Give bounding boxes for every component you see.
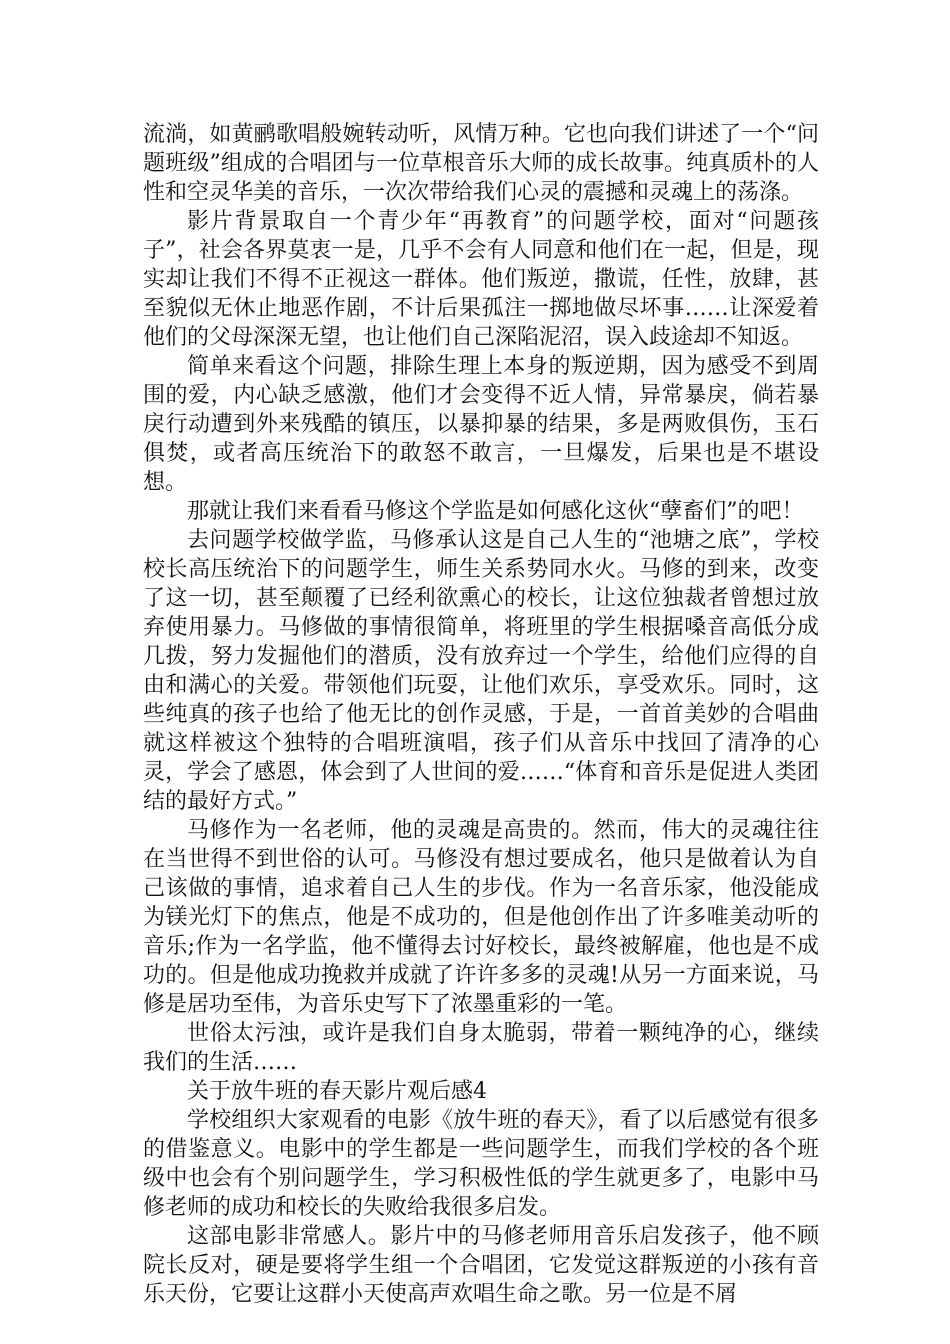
paragraph-analysis: 简单来看这个问题，排除生理上本身的叛逆期，因为感受不到周围的爱，内心缺乏感激，他们才会变得不近人情，异常暴戾，倘若暴戾行动遭到外来残酷的镇压，以暴抑暴的结果，多是两败俱伤，玉石俱焚，或者高压统治下的敢怒不敢言，一旦爆发，后果也是不堪设想。 <box>143 354 819 495</box>
paragraph-school-viewing: 学校组织大家观看的电影《放牛班的春天》，看了以后感觉有很多的借鉴意义。电影中的学生都是一些问题学生，而我们学校的各个班级中也会有个别问题学生，学习积极性低的学生就更多了，电影中马修老师的成功和校长的失败给我很多启发。 <box>143 1108 819 1220</box>
document-page <box>143 120 819 1309</box>
section-heading: 关于放牛班的春天影片观后感4 <box>187 1079 487 1104</box>
paragraph-mathieu-arrival: 去问题学校做学监，马修承认这是自己人生的“池塘之底”，学校校长高压统治下的问题学生，师生关系势同水火。马修的到来，改变了这一切，甚至颠覆了已经利欲熏心的校长，让这位独裁者曾想过放弃使用暴力。马修做的事情很简单，将班里的学生根据嗓音高低分成几拨，努力发掘他们的潜质，没有放弃过一个学生，给他们应得的自由和满心的关爱。带领他们玩耍，让他们欢乐，享受欢乐。同时，这些纯真的孩子也给了他无比的创作灵感，于是，一首首美妙的合唱曲就这样被这个独特的合唱班演唱，孩子们从音乐中找回了清净的心灵，学会了感恩，体会到了人世间的爱……“体育和音乐是促进人类团结的最好方式。” <box>143 528 819 814</box>
paragraph-transition: 那就让我们来看看马修这个学监是如何感化这伙“孽畜们”的吧！ <box>187 499 804 524</box>
paragraph-closing: 世俗太污浊，或许是我们自身太脆弱，带着一颗纯净的心，继续我们的生活…… <box>143 1021 819 1075</box>
paragraph-background: 影片背景取自一个青少年“再教育”的问题学校，面对“问题孩子”，社会各界莫衷一是，几乎不会有人同意和他们在一起，但是，现实却让我们不得不正视这一群体。他们叛逆，撒谎，任性，放肆，甚至貌似无休止地恶作剧，不计后果孤注一掷地做尽坏事……让深爱着他们的父母深深无望，也让他们自己深陷泥沼，误入歧途却不知返。 <box>143 209 819 350</box>
paragraph-mathieu-soul: 马修作为一名老师，他的灵魂是高贵的。然而，伟大的灵魂往往在当世得不到世俗的认可。马修没有想过要成名，他只是做着认为自己该做的事情，追求着自己人生的步伐。作为一名音乐家，他没能成为镁光灯下的焦点，他是不成功的，但是他创作出了许多唯美动听的音乐;作为一名学监，他不懂得去讨好校长，最终被解雇，他也是不成功的。但是他成功挽救并成就了许许多多的灵魂!从另一方面来说，马修是居功至伟，为音乐史写下了浓墨重彩的一笔。 <box>143 818 819 1017</box>
paragraph-touching: 这部电影非常感人。影片中的马修老师用音乐启发孩子，他不顾院长反对，硬是要将学生组一个合唱团，它发觉这群叛逆的小孩有音乐天份，它要让这群小天使高声欢唱生命之歌。另一位是不屑 <box>143 1224 819 1307</box>
paragraph-continued: 流淌，如黄鹂歌唱般婉转动听，风情万种。它也向我们讲述了一个“问题班级”组成的合唱团与一位草根音乐大师的成长故事。纯真质朴的人性和空灵华美的音乐，一次次带给我们心灵的震撼和灵魂上的荡涤。 <box>143 122 819 205</box>
